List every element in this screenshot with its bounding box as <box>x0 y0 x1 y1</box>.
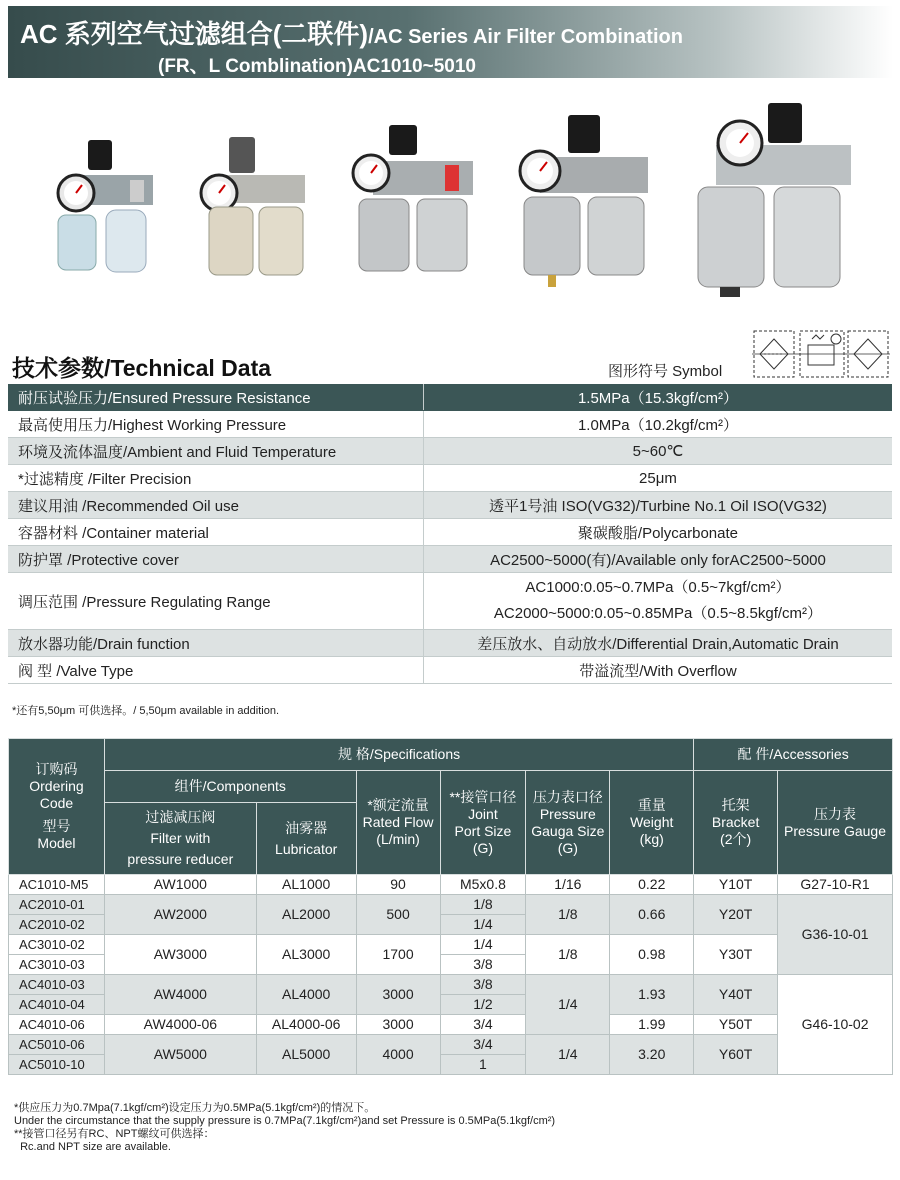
filter-note: *还有5,50μm 可供选择。/ 5,50μm available in addition. <box>12 705 280 717</box>
weight-cell: 0.98 <box>610 935 694 975</box>
tech-value: 透平1号油 ISO(VG32)/Turbine No.1 Oil ISO(VG32) <box>423 492 892 519</box>
table-row <box>9 1015 893 1035</box>
product-image-ac1010 <box>48 135 163 285</box>
page-title <box>20 14 683 51</box>
pressure-gauge-cell: G27-10-R1 <box>778 875 893 895</box>
header-text: 型号 <box>42 818 71 834</box>
model-cell: AC1010-M5 <box>9 875 105 895</box>
tech-value: 差压放水、自动放水/Differential Drain,Automatic Drain <box>423 630 892 657</box>
gauge-size-cell: 1/4 <box>526 1035 610 1075</box>
bracket-cell: Y50T <box>694 1015 778 1035</box>
gauge-size-cell: 1/8 <box>526 935 610 975</box>
reducer-cell: AW4000-06 <box>104 1015 256 1035</box>
weight-cell: 1.93 <box>610 975 694 1015</box>
header-text: 订购码 <box>35 761 78 777</box>
table-row <box>9 975 893 995</box>
reducer-cell: AW4000 <box>104 975 256 1015</box>
header-text: Rated Flow <box>362 814 434 830</box>
pressure-gauge-cell: G46-10-02 <box>778 975 893 1075</box>
header-text: 托架 <box>721 797 750 813</box>
product-image-ac4010 <box>510 115 655 290</box>
footnote-line: *供应压力为0.7Mpa(7.1kgf/cm²)设定压力为0.5MPa(5.1kgf/cm²)的情况下。 <box>14 1102 376 1114</box>
product-image-ac3010 <box>345 125 480 285</box>
tech-value: 1.5MPa（15.3kgf/cm²） <box>423 384 892 411</box>
product-image-ac2010 <box>195 135 315 285</box>
tech-value: AC2500~5000(有)/Available only forAC2500~5000 <box>423 546 892 573</box>
header-text: (2个) <box>720 831 752 847</box>
flow-cell: 90 <box>356 875 440 895</box>
pneumatic-symbol-icon <box>752 325 890 383</box>
header-text: (G) <box>557 839 578 856</box>
bracket-cell: Y30T <box>694 935 778 975</box>
tech-value-line2: AC2000~5000:0.05~0.85MPa（0.5~8.5kgf/cm²） <box>493 605 823 622</box>
port-cell: 1/2 <box>440 995 526 1015</box>
port-cell: 1/4 <box>440 935 526 955</box>
lubricator-cell: AL1000 <box>256 875 356 895</box>
table-row <box>9 1035 893 1055</box>
model-cell: AC3010-03 <box>9 955 105 975</box>
reducer-cell: AW2000 <box>104 895 256 935</box>
tech-row <box>8 492 892 519</box>
tech-row <box>8 519 892 546</box>
weight-cell: 3.20 <box>610 1035 694 1075</box>
bracket-cell: Y10T <box>694 875 778 895</box>
lubricator-cell: AL3000 <box>256 935 356 975</box>
header-text: Bracket <box>711 814 760 830</box>
lubricator-cell: AL2000 <box>256 895 356 935</box>
footnote-line: Rc.and NPT size are available. <box>14 1141 171 1153</box>
model-cell: AC2010-02 <box>9 915 105 935</box>
header-text: 油雾器 <box>285 819 328 836</box>
footnote-line: **接管口径另有RC、NPT螺纹可供选择： <box>14 1128 215 1140</box>
tech-row <box>8 411 892 438</box>
header-text: Port Size <box>454 822 512 839</box>
product-images <box>0 95 900 315</box>
header-text: pressure reducer <box>127 851 234 867</box>
tech-label: 最高使用压力/Highest Working Pressure <box>8 411 423 438</box>
header-order-code <box>9 739 105 875</box>
flow-cell: 1700 <box>356 935 440 975</box>
tech-value: 聚碳酸脂/Polycarbonate <box>423 519 892 546</box>
tech-value <box>423 573 892 630</box>
port-cell: 3/8 <box>440 975 526 995</box>
header-pressure-gauge <box>778 771 893 875</box>
flow-cell: 4000 <box>356 1035 440 1075</box>
header-accessories: 配 件/Accessories <box>694 739 893 771</box>
header-reducer <box>104 803 256 875</box>
weight-cell: 0.66 <box>610 895 694 935</box>
product-image-ac5010 <box>678 103 858 303</box>
header-weight <box>610 771 694 875</box>
tech-label: 阀 型 /Valve Type <box>8 657 423 684</box>
tech-row <box>8 465 892 492</box>
header-text: Lubricator <box>275 840 338 857</box>
header-rated-flow <box>356 771 440 875</box>
header-text: **接管口径 <box>449 788 517 805</box>
tech-label: 建议用油 /Recommended Oil use <box>8 492 423 519</box>
pressure-gauge-cell: G36-10-01 <box>778 895 893 975</box>
bracket-cell: Y60T <box>694 1035 778 1075</box>
header-text: Ordering <box>29 778 84 794</box>
tech-value: 带溢流型/With Overflow <box>423 657 892 684</box>
header-gauge-size <box>526 771 610 875</box>
header-text: 压力表 <box>814 805 857 822</box>
header-port-size <box>440 771 526 875</box>
footnote-line: Under the circumstance that the supply pressure is 0.7MPa(7.1kgf/cm²)and set Pressure is 0.5MPa(5.1kgf/cm²) <box>14 1115 556 1127</box>
header-components: 组件/Components <box>104 771 356 803</box>
table-row <box>9 935 893 955</box>
tech-value: 5~60℃ <box>423 438 892 465</box>
table-row <box>9 895 893 915</box>
header-text: (G) <box>472 839 494 856</box>
tech-value-line1: AC1000:0.05~0.7MPa（0.5~7kgf/cm²） <box>525 579 791 596</box>
header-text: 重量 <box>637 797 666 813</box>
technical-data-table <box>8 384 892 684</box>
tech-label: 容器材料 /Container material <box>8 519 423 546</box>
port-cell: 1 <box>440 1055 526 1075</box>
tech-label: 放水器功能/Drain function <box>8 630 423 657</box>
title-en: /AC Series Air Filter Combination <box>368 26 683 48</box>
header-text: Gauga Size <box>531 822 605 839</box>
tech-row <box>8 384 892 411</box>
header-text: (L/min) <box>376 831 420 847</box>
tech-label: 环境及流体温度/Ambient and Fluid Temperature <box>8 438 423 465</box>
tech-row <box>8 438 892 465</box>
lubricator-cell: AL4000-06 <box>256 1015 356 1035</box>
bracket-cell: Y40T <box>694 975 778 1015</box>
model-cell: AC5010-06 <box>9 1035 105 1055</box>
port-cell: 1/8 <box>440 895 526 915</box>
model-cell: AC4010-04 <box>9 995 105 1015</box>
model-cell: AC4010-03 <box>9 975 105 995</box>
title-cn: AC 系列空气过滤组合(二联件) <box>20 19 369 49</box>
bracket-cell: Y20T <box>694 895 778 935</box>
tech-label: 防护罩 /Protective cover <box>8 546 423 573</box>
header-text: 过滤减压阀 <box>145 809 216 825</box>
header-text: Pressure Gauge <box>784 822 886 839</box>
model-cell: AC3010-02 <box>9 935 105 955</box>
model-cell: AC5010-10 <box>9 1055 105 1075</box>
header-text: Code <box>39 795 74 811</box>
weight-cell: 1.99 <box>610 1015 694 1035</box>
specification-table <box>8 738 893 1075</box>
header-text: *额定流量 <box>367 797 429 813</box>
page-subtitle: (FR、L Comblination)AC1010~5010 <box>158 56 476 77</box>
flow-cell: 3000 <box>356 975 440 1015</box>
header-bracket <box>694 771 778 875</box>
header-banner <box>8 6 893 78</box>
model-cell: AC2010-01 <box>9 895 105 915</box>
port-cell: 1/4 <box>440 915 526 935</box>
tech-row <box>8 546 892 573</box>
gauge-size-cell: 1/4 <box>526 975 610 1035</box>
port-cell: M5x0.8 <box>440 875 526 895</box>
tech-label: 耐压试验压力/Ensured Pressure Resistance <box>8 384 423 411</box>
table-row <box>9 875 893 895</box>
gauge-size-cell: 1/8 <box>526 895 610 935</box>
tech-label: *过滤精度 /Filter Precision <box>8 465 423 492</box>
header-text: Model <box>37 835 76 851</box>
port-cell: 3/4 <box>440 1035 526 1055</box>
header-text: 压力表口径 <box>532 788 603 805</box>
port-cell: 3/8 <box>440 955 526 975</box>
tech-row <box>8 657 892 684</box>
symbol-label: 图形符号 Symbol <box>608 363 723 380</box>
reducer-cell: AW1000 <box>104 875 256 895</box>
tech-value: 25μm <box>423 465 892 492</box>
header-text: Joint <box>468 805 498 822</box>
header-text: (kg) <box>639 831 664 847</box>
reducer-cell: AW5000 <box>104 1035 256 1075</box>
header-text: Filter with <box>150 830 211 846</box>
reducer-cell: AW3000 <box>104 935 256 975</box>
technical-data-title: 技术参数/Technical Data <box>12 355 272 381</box>
tech-row <box>8 630 892 657</box>
header-specifications: 规 格/Specifications <box>104 739 693 771</box>
tech-label: 调压范围 /Pressure Regulating Range <box>8 573 423 630</box>
tech-value: 1.0MPa（10.2kgf/cm²） <box>423 411 892 438</box>
lubricator-cell: AL4000 <box>256 975 356 1015</box>
flow-cell: 3000 <box>356 1015 440 1035</box>
weight-cell: 0.22 <box>610 875 694 895</box>
tech-row <box>8 573 892 630</box>
flow-cell: 500 <box>356 895 440 935</box>
port-cell: 3/4 <box>440 1015 526 1035</box>
header-text: Weight <box>630 814 674 830</box>
header-text: Pressure <box>539 805 596 822</box>
header-lubricator <box>256 803 356 875</box>
model-cell: AC4010-06 <box>9 1015 105 1035</box>
lubricator-cell: AL5000 <box>256 1035 356 1075</box>
gauge-size-cell: 1/16 <box>526 875 610 895</box>
footnotes <box>14 1102 555 1154</box>
